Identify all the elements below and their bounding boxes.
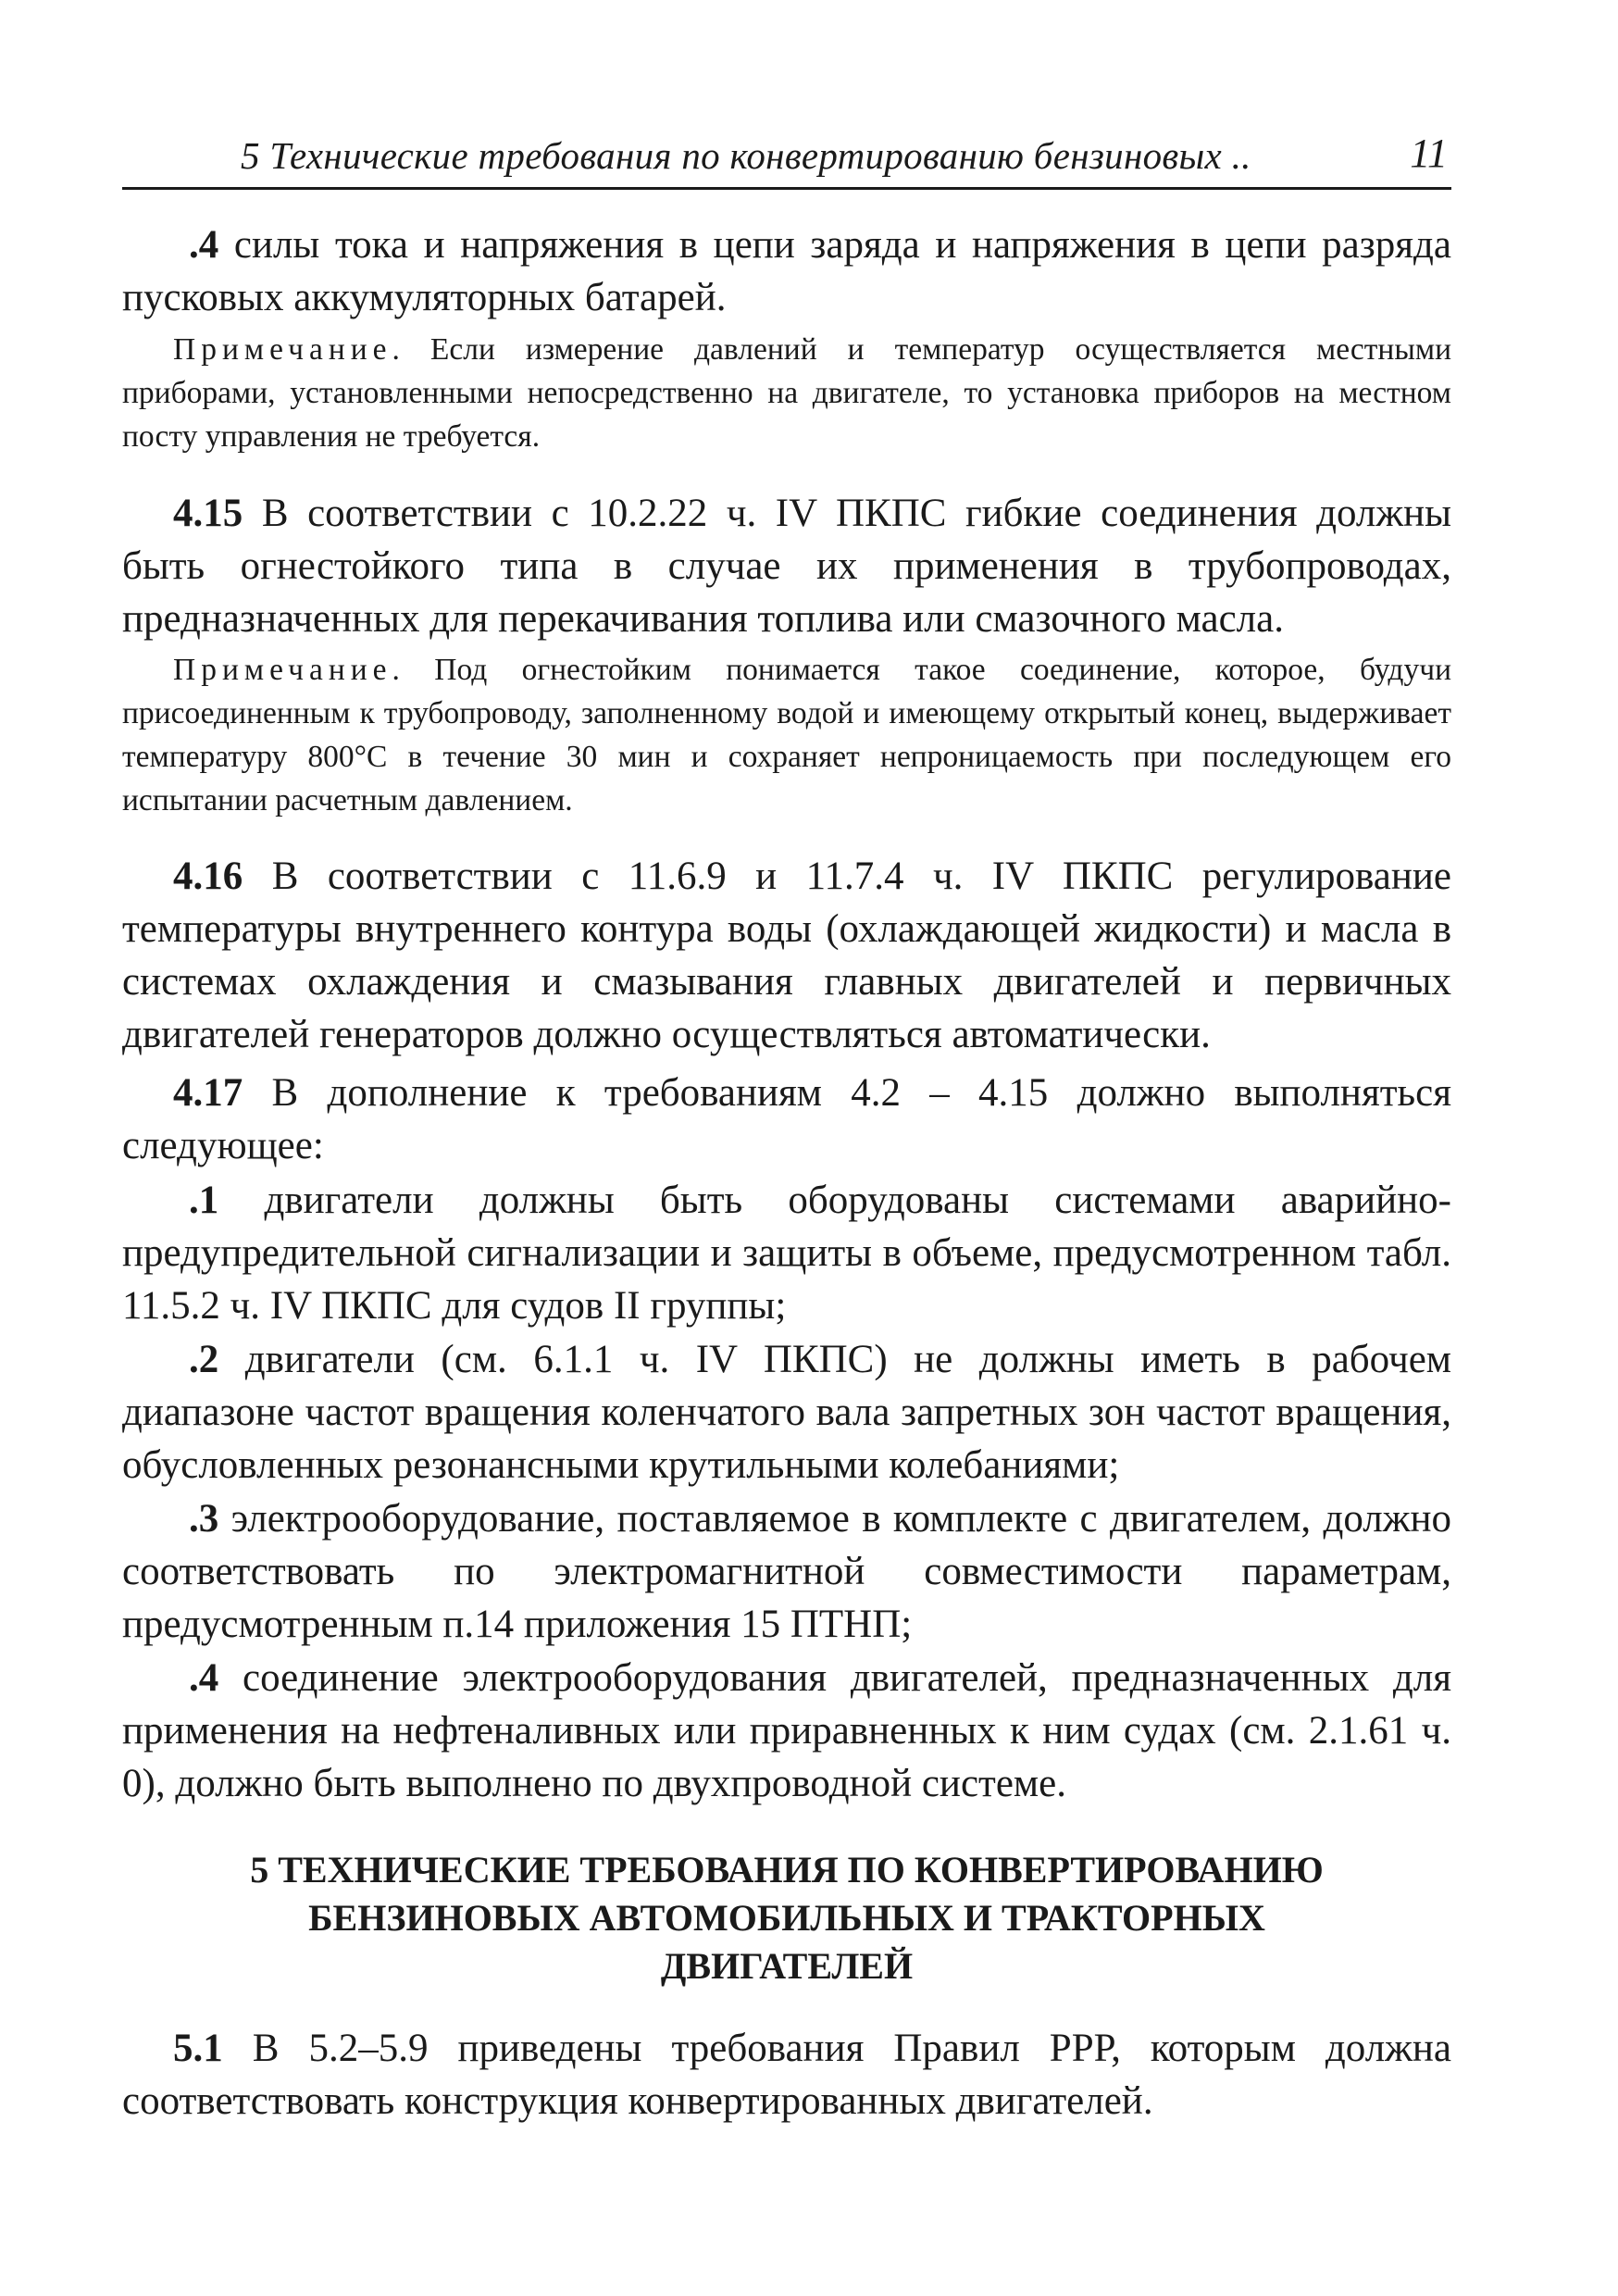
paragraph-4-17-2: [122, 1333, 1451, 1491]
paragraph-4-17-1: [122, 1174, 1451, 1332]
note-text: . Под огнестойким понимается такое соединение, которое, будучи присоединенным к трубопроводу, заполненному водой и имеющему открытый конец, выдерживает температуру 800°С в течение 30 мин и сохраняет непроницаемость при последующем его испытании расчетным давлением.: [122, 653, 1451, 817]
paragraph-4-17: [122, 1067, 1451, 1172]
item-number: .1: [189, 1179, 219, 1222]
paragraph-text: силы тока и напряжения в цепи заряда и напряжения в цепи разряда пусковых аккумуляторных батарей.: [122, 223, 1451, 319]
note-text: . Если измерение давлений и температур осуществляется местными приборами, установленными непосредственно на двигателе, то установка приборов на местном посту управления не требуется.: [122, 332, 1451, 454]
item-number: 4.17: [173, 1071, 243, 1115]
paragraph-text: двигатели должны быть оборудованы системами аварийно-предупредительной сигнализации и защиты в объеме, предусмотренном табл. 11.5.2 ч. IV ПКПС для судов II группы;: [122, 1179, 1451, 1328]
paragraph-text: двигатели (см. 6.1.1 ч. IV ПКПС) не должны иметь в рабочем диапазоне частот вращения коленчатого вала запретных зон частот вращения, обусловленных резонансными крутильными колебаниями;: [122, 1338, 1451, 1487]
item-number: .4: [189, 1656, 219, 1700]
paragraph-text: В 5.2–5.9 приведены требования Правил РРР, которым должна соответствовать конструкция конвертированных двигателей.: [122, 2027, 1451, 2123]
paragraph-4-14-4: [122, 218, 1451, 324]
note-label: Примечание: [173, 653, 392, 687]
paragraph-4-17-3: [122, 1492, 1451, 1651]
item-number: .2: [189, 1338, 219, 1381]
section-heading-line: ДВИГАТЕЛЕЙ: [660, 1945, 914, 1987]
note-1: [122, 328, 1451, 458]
item-number: .4: [189, 223, 219, 267]
paragraph-text: В соответствии с 11.6.9 и 11.7.4 ч. IV ПКПС регулирование температуры внутреннего контура воды (охлаждающей жидкости) и масла в системах охлаждения и смазывания главных двигателей и первичных двигателей генераторов должно осуществляться автоматически.: [122, 855, 1451, 1056]
paragraph-4-16: [122, 850, 1451, 1061]
running-header-title: 5 Технические требования по конвертированию бензиновых ..: [241, 134, 1251, 177]
paragraph-5-1: [122, 2022, 1451, 2128]
item-number: 4.16: [173, 855, 243, 898]
section-heading: [122, 1846, 1451, 1990]
page-number: 11: [1410, 131, 1448, 176]
paragraph-text: электрооборудование, поставляемое в комплекте с двигателем, должно соответствовать по электромагнитной совместимости параметрам, предусмотренным п.14 приложения 15 ПТНП;: [122, 1497, 1451, 1646]
item-number: 4.15: [173, 492, 243, 535]
note-label: Примечание: [173, 332, 392, 367]
note-2: [122, 648, 1451, 822]
section-heading-line: БЕНЗИНОВЫХ АВТОМОБИЛЬНЫХ И ТРАКТОРНЫХ: [308, 1897, 1265, 1939]
paragraph-text: В дополнение к требованиям 4.2 – 4.15 должно выполняться следующее:: [122, 1071, 1451, 1167]
paragraph-text: В соответствии с 10.2.22 ч. IV ПКПС гибкие соединения должны быть огнестойкого типа в случае их применения в трубопроводах, предназначенных для перекачивания топлива или смазочного масла.: [122, 492, 1451, 641]
section-heading-line: 5 ТЕХНИЧЕСКИЕ ТРЕБОВАНИЯ ПО КОНВЕРТИРОВАНИЮ: [250, 1849, 1324, 1890]
running-header: [122, 128, 1451, 190]
paragraph-4-15: [122, 487, 1451, 645]
item-number: .3: [189, 1497, 219, 1541]
paragraph-text: соединение электрооборудования двигателей, предназначенных для применения на нефтеналивных или приравненных к ним судах (см. 2.1.61 ч. 0), должно быть выполнено по двухпроводной системе.: [122, 1656, 1451, 1805]
paragraph-4-17-4: [122, 1652, 1451, 1810]
item-number: 5.1: [173, 2027, 223, 2070]
